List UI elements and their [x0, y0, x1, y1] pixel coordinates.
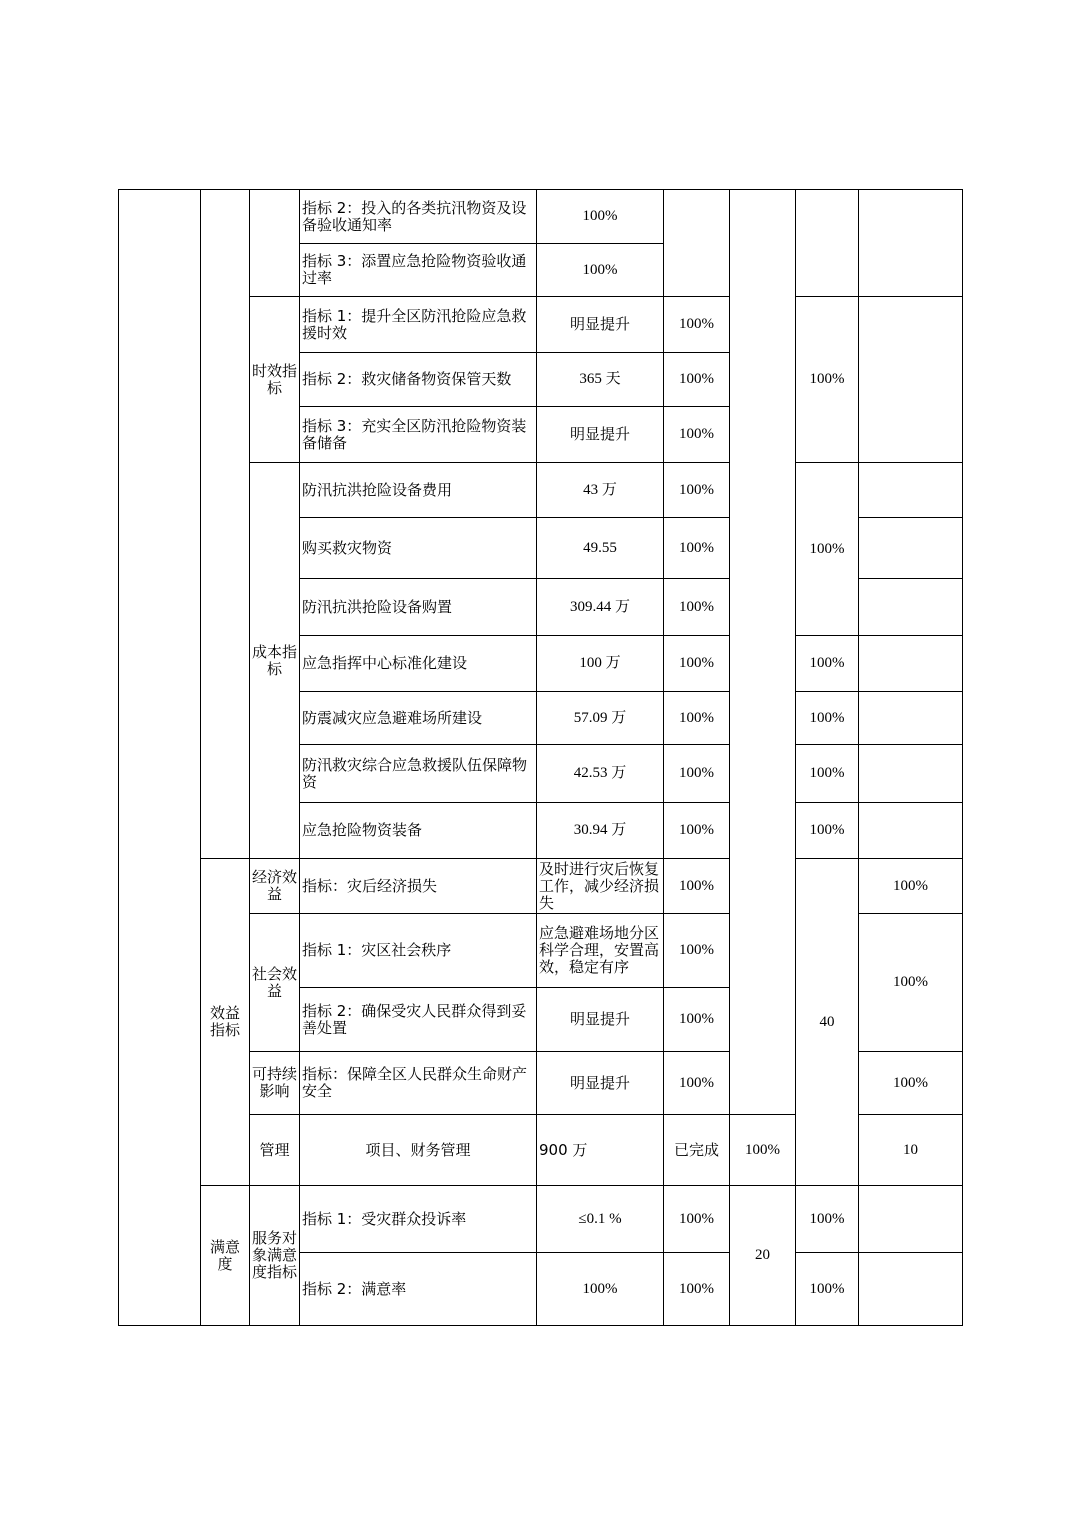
rate-cell: 100% [664, 803, 730, 859]
metric-cell: 应急抢险物资装备 [300, 803, 537, 859]
metric-cell: 防汛抗洪抢险设备购置 [300, 579, 537, 636]
remark-cell [859, 463, 963, 518]
score-cell: 100% [796, 636, 859, 692]
metric-cell: 指标 3：添置应急抢险物资验收通过率 [300, 244, 537, 297]
rate-cell: 100% [664, 518, 730, 579]
rate-cell: 100% [664, 914, 730, 988]
rate-cell: 100% [664, 463, 730, 518]
sustainable-category-cell: 可持续影响 [250, 1052, 300, 1115]
metric-cell: 指标 1：提升全区防汛抢险应急救援时效 [300, 297, 537, 353]
economic-category-cell: 经济效益 [250, 859, 300, 914]
metric-cell: 指标 1：受灾群众投诉率 [300, 1186, 537, 1253]
target-value-cell: 42.53 万 [537, 745, 664, 803]
metric-cell: 指标 1：灾区社会秩序 [300, 914, 537, 988]
target-value-cell: 明显提升 [537, 297, 664, 353]
target-value-cell: 100% [537, 244, 664, 297]
metric-cell: 指标 2：满意率 [300, 1253, 537, 1326]
project-column-cell [119, 190, 201, 1326]
timeliness-category-cell: 时效指标 [250, 297, 300, 463]
score-cell: 100% [796, 803, 859, 859]
weight-cell [730, 190, 796, 1115]
target-value-cell: 57.09 万 [537, 692, 664, 745]
rate-cell: 100% [664, 1052, 730, 1115]
target-value-cell: 309.44 万 [537, 579, 664, 636]
target-value-cell: 明显提升 [537, 988, 664, 1052]
target-value-cell: ≤0.1 % [537, 1186, 664, 1253]
table-row [119, 190, 963, 244]
score-cell: 100% [796, 692, 859, 745]
metric-cell: 防汛抗洪抢险设备费用 [300, 463, 537, 518]
benefit-weight-cell: 40 [796, 859, 859, 1186]
score-cell [796, 190, 859, 297]
target-value-cell: 明显提升 [537, 407, 664, 463]
satisfaction-indicator-cell: 满意度 [201, 1186, 250, 1326]
metric-cell: 指标 2：救灾储备物资保管天数 [300, 353, 537, 407]
quality-category-cell [250, 190, 300, 297]
rate-cell: 100% [664, 407, 730, 463]
management-weight-cell: 10 [859, 1115, 963, 1186]
remark-cell [859, 297, 963, 463]
metric-cell: 指标 2：确保受灾人民群众得到妥善处置 [300, 988, 537, 1052]
satisfaction-weight-cell: 20 [730, 1186, 796, 1326]
cost-category-cell: 成本指标 [250, 463, 300, 859]
management-category-cell: 项目、财务管理 [300, 1115, 537, 1186]
target-value-cell: 49.55 [537, 518, 664, 579]
score-cell: 100% [859, 1052, 963, 1115]
score-cell: 100% [796, 745, 859, 803]
metric-cell: 应急指挥中心标准化建设 [300, 636, 537, 692]
rate-cell: 100% [664, 692, 730, 745]
rate-cell: 100% [730, 1115, 796, 1186]
rate-cell: 100% [664, 859, 730, 914]
target-value-cell: 30.94 万 [537, 803, 664, 859]
rate-cell: 100% [664, 1186, 730, 1253]
score-cell: 100% [859, 859, 963, 914]
target-value-cell: 明显提升 [537, 1052, 664, 1115]
remark-cell [859, 745, 963, 803]
remark-cell [859, 1186, 963, 1253]
management-indicator-cell: 管理 [250, 1115, 300, 1186]
benefit-indicator-cell: 效益指标 [201, 859, 250, 1186]
rate-cell [664, 190, 730, 297]
remark-cell [859, 1253, 963, 1326]
score-cell: 100% [796, 463, 859, 636]
rate-cell: 100% [664, 745, 730, 803]
target-value-cell: 已完成 [664, 1115, 730, 1186]
table-row [119, 1186, 963, 1253]
remark-cell [859, 692, 963, 745]
score-cell: 100% [796, 297, 859, 463]
remark-cell [859, 579, 963, 636]
target-value-cell: 100 万 [537, 636, 664, 692]
metric-cell: 购买救灾物资 [300, 518, 537, 579]
remark-cell [859, 190, 963, 297]
metric-cell: 防震减灾应急避难场所建设 [300, 692, 537, 745]
metric-cell: 900 万 [537, 1115, 664, 1186]
output-indicator-cell [201, 190, 250, 859]
rate-cell: 100% [664, 353, 730, 407]
target-value-cell: 43 万 [537, 463, 664, 518]
score-cell: 100% [859, 914, 963, 1052]
rate-cell: 100% [664, 1253, 730, 1326]
rate-cell: 100% [664, 636, 730, 692]
remark-cell [859, 636, 963, 692]
target-value-cell: 应急避难场地分区科学合理，安置高效，稳定有序 [537, 914, 664, 988]
metric-cell: 防汛救灾综合应急救援队伍保障物资 [300, 745, 537, 803]
metric-cell: 指标 3：充实全区防汛抢险物资装备储备 [300, 407, 537, 463]
metric-cell: 指标：保障全区人民群众生命财产安全 [300, 1052, 537, 1115]
rate-cell: 100% [664, 579, 730, 636]
satisfaction-category-cell: 服务对象满意度指标 [250, 1186, 300, 1326]
metric-cell: 指标 2：投入的各类抗汛物资及设备验收通知率 [300, 190, 537, 244]
target-value-cell: 及时进行灾后恢复工作，减少经济损失 [537, 859, 664, 914]
remark-cell [859, 803, 963, 859]
rate-cell: 100% [664, 988, 730, 1052]
metric-cell: 指标：灾后经济损失 [300, 859, 537, 914]
target-value-cell: 365 天 [537, 353, 664, 407]
remark-cell [859, 518, 963, 579]
target-value-cell: 100% [537, 190, 664, 244]
social-category-cell: 社会效益 [250, 914, 300, 1052]
performance-indicator-table [118, 189, 963, 1326]
rate-cell: 100% [664, 297, 730, 353]
table-row [119, 859, 963, 914]
target-value-cell: 100% [537, 1253, 664, 1326]
score-cell: 100% [796, 1253, 859, 1326]
score-cell: 100% [796, 1186, 859, 1253]
